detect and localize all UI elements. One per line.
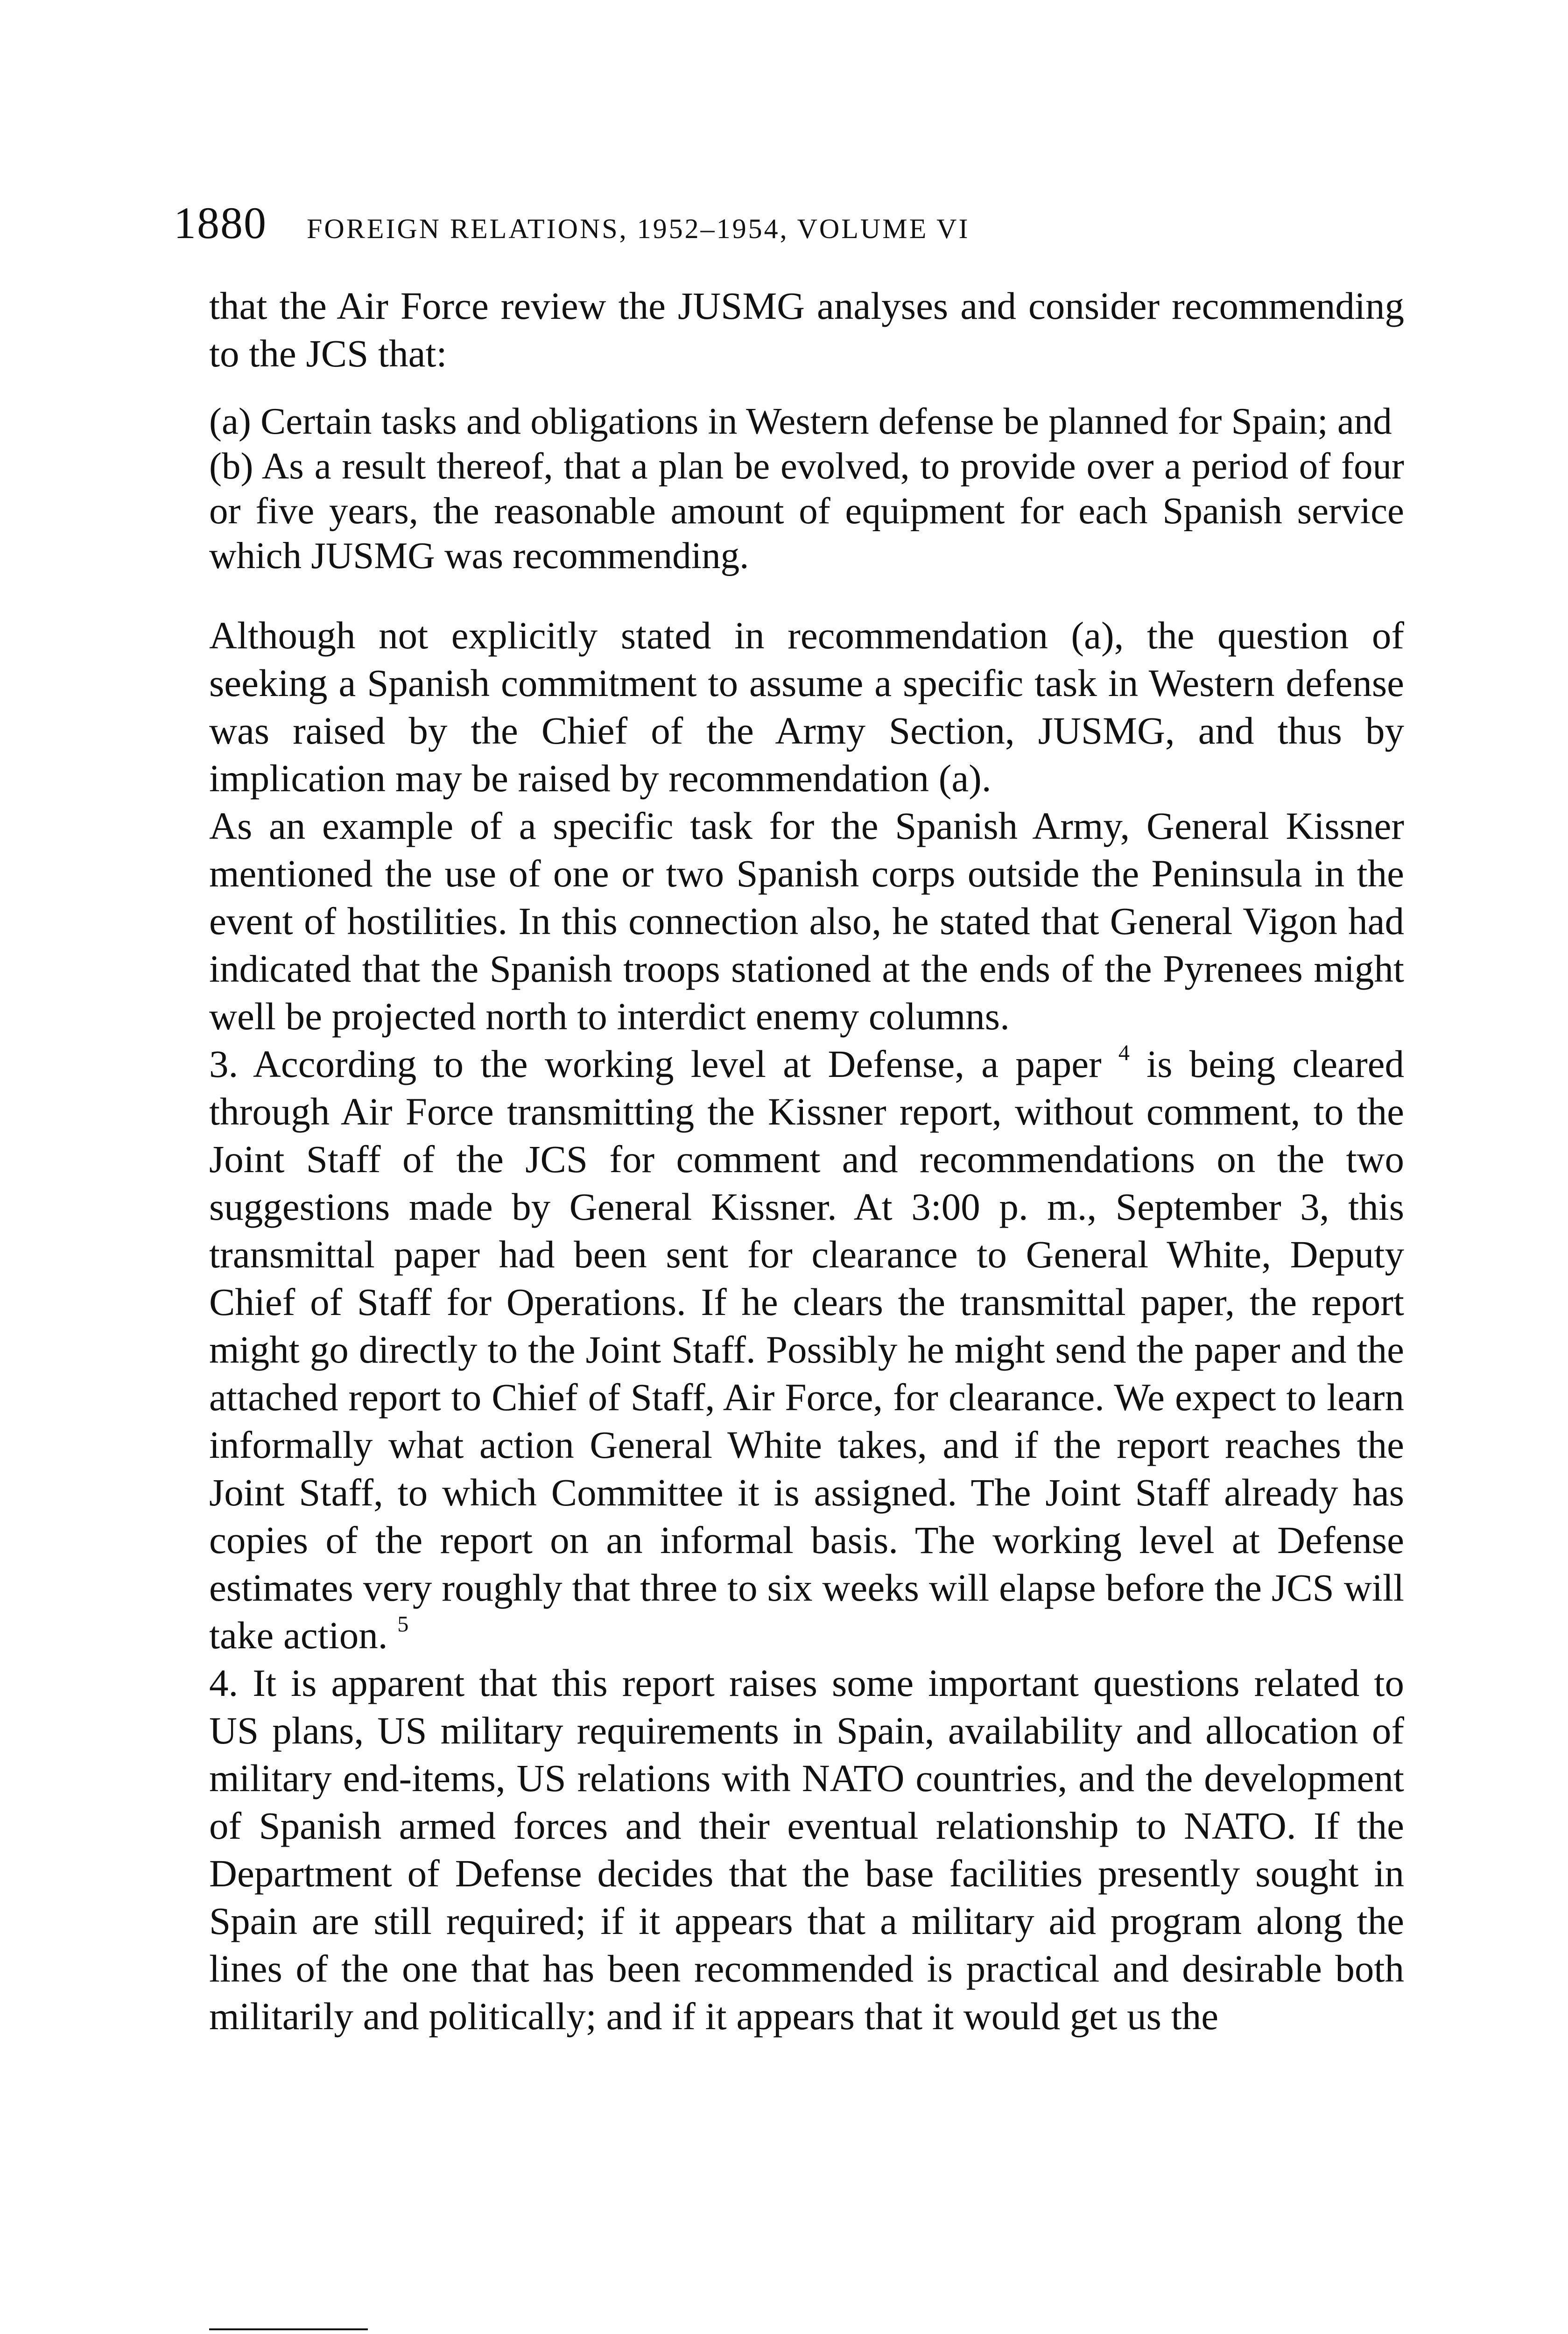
running-title: FOREIGN RELATIONS, 1952–1954, VOLUME VI <box>307 213 970 244</box>
page-number: 1880 <box>174 198 267 248</box>
recommendation-list <box>209 399 1404 578</box>
paragraph-3 <box>209 1040 1404 1659</box>
body-text <box>209 282 1404 2040</box>
paragraph-3-rest: is being cleared through Air Force transmitting the Kissner report, without comment, to the Joint Staff of the JCS for comment and recommendations on the two suggestions made by General Kissner. At 3:00 p. m., September 3, this transmittal paper had been sent for clearance to General White, Deputy Chief of Staff for Operations. If he clears the transmittal paper, the report might go directly to the Joint Staff. Possibly he might send the paper and the attached report to Chief of Staff, Air Force, for clearance. We expect to learn informally what action General White takes, and if the report reaches the Joint Staff, to which Committee it is assigned. The Joint Staff already has copies of the report on an informal basis. The working level at Defense estimates very roughly that three to six weeks will elapse before the JCS will take action. <box>209 1042 1404 1657</box>
paragraph-4: 4. It is apparent that this report raises some important questions related to US plans, US military requirements in Spain, availability and allocation of military end-items, US relations with NATO countries, and the development of Spanish armed forces and their eventual relationship to NATO. If the Department of Defense decides that the base facilities presently sought in Spain are still required; if it appears that a military aid program along the lines of the one that has been recommended is practical and desirable both militarily and politically; and if it appears that it would get us the <box>209 1661 1404 2038</box>
paragraph-1: Although not explicitly stated in recommendation (a), the question of seeking a Spanish commitment to assume a specific task in Western defense was raised by the Chief of the Army Section, JUSMG, and thus by implication may be raised by recommendation (a). <box>209 614 1404 800</box>
footnote-ref-5[interactable]: 5 <box>397 1611 409 1637</box>
footnote-ref-4[interactable]: 4 <box>1118 1040 1130 1065</box>
page-header <box>174 195 1392 251</box>
recommendation-a: (a) Certain tasks and obligations in Western defense be planned for Spain; and <box>209 400 1392 442</box>
paragraph-2: As an example of a specific task for the Spanish Army, General Kissner mentioned the use of one or two Spanish corps outside the Peninsula in the event of hostilities. In this connection also, he stated that General Vigon had indicated that the Spanish troops stationed at the ends of the Pyrenees might well be projected north to interdict enemy columns. <box>209 804 1404 1038</box>
intro-paragraph: that the Air Force review the JUSMG analyses and consider recommending to the JCS that: <box>209 284 1404 375</box>
recommendation-b: (b) As a result thereof, that a plan be evolved, to provide over a period of four or five years, the reasonable amount of equipment for each Spanish service which JUSMG was recommending. <box>209 445 1404 576</box>
footnote-divider <box>209 2328 368 2330</box>
paragraph-3-start: 3. According to the working level at Defense, a paper <box>209 1042 1102 1085</box>
